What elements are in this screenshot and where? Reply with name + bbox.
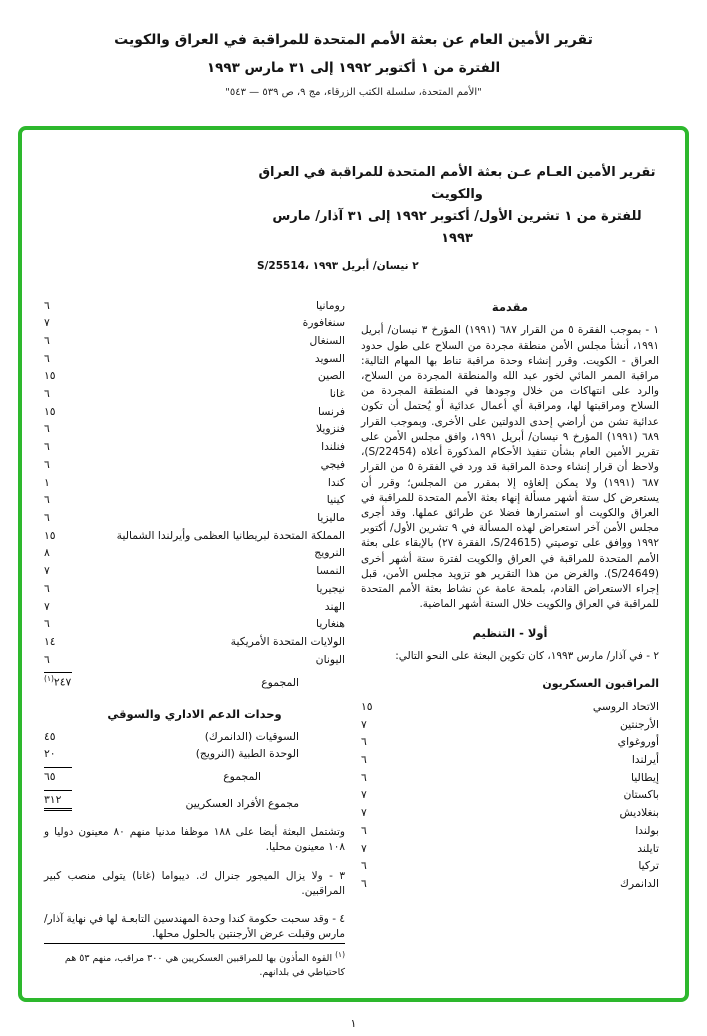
organization-heading: أولا - التنظيم — [472, 625, 548, 640]
column-right — [361, 296, 659, 980]
grand-total-row — [44, 789, 345, 813]
country-name: المملكة المتحدة لبريطانيا العظمى وأيرلندا الشمالية — [116, 528, 345, 542]
country-name: النرويج — [314, 546, 345, 560]
observer-row — [44, 438, 345, 456]
observer-row — [44, 367, 345, 385]
observer-count: ٦ — [44, 387, 50, 401]
observer-row — [44, 314, 345, 332]
document-heading — [44, 162, 659, 272]
observer-count: ٨ — [44, 546, 50, 560]
observer-row — [44, 349, 345, 367]
observer-count: ١٥ — [44, 369, 56, 383]
country-name: بنغلاديش — [619, 806, 659, 820]
country-name: النمسا — [316, 564, 345, 578]
observer-row — [361, 839, 659, 857]
observer-count: ١٥ — [44, 528, 56, 542]
observers-total-row — [44, 671, 345, 691]
document-title-line1: تقرير الأمين العـام عـن بعثة الأمم المتحدة للمراقبة في العراق والكويت — [258, 165, 656, 203]
observer-row — [44, 420, 345, 438]
observer-row — [44, 332, 345, 350]
observer-row — [361, 857, 659, 875]
observers-list-part2 — [44, 296, 345, 668]
document-reference — [257, 260, 657, 272]
observers-total — [44, 672, 72, 690]
report-period: الفترة من ١ أكتوبر ١٩٩٢ إلى ٣١ مارس ١٩٩٣ — [206, 60, 501, 76]
observer-row — [361, 733, 659, 751]
observer-row — [44, 650, 345, 668]
footnote-marker: (١) — [335, 949, 345, 959]
composition-paragraph: ٢ - في آذار/ مارس ١٩٩٣، كان تكوين البعثة على النحو التالي: — [395, 649, 659, 662]
country-name: إيطاليا — [631, 770, 659, 784]
country-name: نيجيريا — [316, 581, 345, 595]
grand-total-value: ٣١٢ — [44, 790, 72, 811]
observer-row — [361, 822, 659, 840]
support-units-list — [44, 727, 345, 762]
observer-row — [361, 804, 659, 822]
observer-row — [44, 597, 345, 615]
intro-heading: مقدمة — [491, 300, 529, 315]
document-symbol: S/25514، — [257, 260, 309, 273]
country-name: تركيا — [638, 859, 659, 873]
observer-row — [44, 456, 345, 474]
country-name: فيجي — [320, 457, 345, 471]
support-unit-row — [44, 745, 345, 763]
country-name: اليونان — [315, 652, 345, 666]
footnote-ref-marker: (١) — [44, 674, 54, 684]
country-name: بولندا — [635, 823, 659, 837]
observer-row — [44, 509, 345, 527]
observer-count: ٧ — [361, 717, 367, 731]
country-name: السنغال — [309, 333, 345, 347]
intro-paragraph: ١ - بموجب الفقرة ٥ من القرار ٦٨٧ (١٩٩١) المؤرخ ٣ نيسان/ أبريل ١٩٩١، أنشأ مجلس الأمن منطقة مجردة من السلاح على طول حدود العراق - الكويت. وقرر إنشاء وحدة مراقبة تناط بها المهام التالية: مراقبة الممر المائي لخور عبد الله والمنطقة المجردة من السلاح، والرد على انتهاكات من خلال وجودها في المنطقة المجردة من السلاح ومراقبتها لها، ومراقبة أي أعمال عدائية أو يُحتمل أن تكون عدائية تشن من أراضي إحدى الدولتين على الأخرى. وبموجب القرار ٦٨٩ (١٩٩١) المؤرخ ٩ نيسان/ أبريل ١٩٩١، وافق مجلس الأمن على تقرير الأمين العام بشأن تنفيذ الأحكام المذكورة أعلاه (S/22454)، ولاحظ أن قرار إنشاء وحدة المراقبة قد ورد في الفقرة ٥ من القرار ٦٨٧ (١٩٩١) ولا يمكن إلغاؤه إلا بمقرر من المجلس؛ وقرر أن يستعرض كل ستة أشهر مسألة إنهاء بعثة الأمم المتحدة للمراقبة في العراق والكويت أو استمرارها فضلا عن طرائق عملها. وقد أجرى مجلس الأمن آخر استعراض لهذه المسألة في ٩ تشرين الأول/ أكتوبر ١٩٩٢ ووافق على توصيتي (S/24615، الفقرة ٢٧) بالإبقاء على بعثة الأمم المتحدة للمراقبة في العراق والكويت لفترة ستة أشهر أخرى (S/24649). والغرض من هذا التقرير هو تزويد مجلس الأمن، قبل إجراء الاستعراض القادم، بلمحة عامة عن نشاط بعثة الأمم المتحدة للمراقبة في العراق والكويت خلال الستة أشهر الماضية. — [361, 324, 659, 611]
observers-list-part1 — [361, 698, 659, 893]
two-column-body — [44, 296, 659, 980]
observer-row — [361, 769, 659, 787]
support-units-section — [44, 703, 345, 812]
unit-count: ٤٥ — [44, 729, 56, 743]
observer-count: ٦ — [44, 298, 50, 312]
observer-count: ٦ — [44, 457, 50, 471]
country-name: باكستان — [623, 788, 659, 802]
country-name: ماليزيا — [317, 511, 345, 524]
observer-count: ١٥ — [44, 404, 56, 418]
footnote — [44, 943, 345, 981]
country-name: السويد — [314, 351, 345, 365]
observer-count: ٦ — [44, 493, 50, 507]
country-name: هنغاريا — [316, 617, 345, 631]
country-name: أوروغواي — [617, 735, 659, 749]
country-name: فنزويلا — [315, 422, 345, 436]
canada-withdrawal-paragraph: ٤ - وقد سحبت حكومة كندا وحدة المهندسين التابعـة لها في نهاية آذار/ مارس وقبلت عرض الأرجنتين بالحلول محلها. — [44, 913, 345, 941]
support-unit-row — [44, 727, 345, 745]
report-title: تقرير الأمين العام عن بعثة الأمم المتحدة للمراقبة في العراق والكويت — [114, 32, 593, 48]
observer-count: ٦ — [361, 735, 367, 749]
country-name: تايلند — [637, 841, 659, 855]
observers-total-label: المجموع — [261, 675, 299, 689]
country-name: سنغافورة — [302, 316, 345, 330]
country-name: كينيا — [326, 493, 345, 507]
unit-name: السوقيات (الدانمرك) — [204, 729, 299, 743]
observer-row — [361, 715, 659, 733]
observer-count: ٦ — [44, 351, 50, 365]
document-frame — [18, 126, 689, 1002]
observer-count: ٦ — [44, 440, 50, 454]
observer-count: ١٥ — [361, 699, 373, 713]
unit-name: الوحدة الطبية (النرويج) — [195, 747, 299, 761]
observer-count: ١٤ — [44, 634, 56, 648]
observer-row — [44, 562, 345, 580]
observer-count: ٦ — [361, 823, 367, 837]
observers-total-value: ٢٤٧ — [53, 675, 72, 689]
observer-row — [44, 403, 345, 421]
country-name: أيرلندا — [631, 753, 659, 767]
observer-count: ٧ — [44, 316, 50, 330]
observer-count: ٦ — [361, 770, 367, 784]
observer-row — [44, 473, 345, 491]
observer-row — [44, 385, 345, 403]
observer-row — [44, 296, 345, 314]
observer-row — [44, 633, 345, 651]
observer-row — [44, 527, 345, 545]
observer-count: ٧ — [44, 599, 50, 613]
observer-row — [361, 698, 659, 716]
observer-count: ١ — [44, 475, 50, 489]
observers-heading: المراقبون العسكريون — [542, 676, 659, 690]
country-name: الأرجنتين — [619, 717, 659, 731]
chief-observer-paragraph: ٣ - ولا يزال الميجور جنرال ك. ديبواما (غانا) يتولى منصب كبير المراقبين. — [44, 869, 345, 897]
observer-count: ٦ — [44, 581, 50, 595]
observer-count: ٦ — [44, 422, 50, 436]
country-name: الهند — [324, 599, 345, 613]
observer-count: ٦ — [44, 652, 50, 666]
page-header — [0, 0, 707, 98]
observer-row — [44, 580, 345, 598]
observer-count: ٧ — [361, 841, 367, 855]
document-title-line2: للفترة من ١ تشرين الأول/ أكتوبر ١٩٩٢ إلى ٣١ آذار/ مارس ١٩٩٣ — [272, 209, 642, 247]
observer-count: ٦ — [361, 859, 367, 873]
observer-row — [44, 544, 345, 562]
support-total-label: المجموع — [223, 770, 261, 784]
observer-count: ٦ — [44, 511, 50, 524]
observer-row — [44, 491, 345, 509]
observer-count: ٦ — [44, 333, 50, 347]
support-total-value: ٦٥ — [44, 767, 72, 784]
country-name: رومانيا — [315, 298, 345, 312]
country-name: غانا — [329, 387, 345, 401]
observer-count: ٧ — [361, 788, 367, 802]
observer-count: ٧ — [361, 806, 367, 820]
civilian-staff-paragraph: وتشتمل البعثة أيضا على ١٨٨ موظفا مدنيا منهم ٨٠ معينون دوليا و ١٠٨ معينون محليا. — [44, 826, 345, 854]
country-name: الاتحاد الروسي — [592, 699, 659, 713]
country-name: الدانمرك — [619, 876, 659, 890]
grand-total-label: مجموع الأفراد العسكريين — [185, 796, 299, 810]
observer-count: ٦ — [44, 617, 50, 631]
country-name: فنلندا — [321, 440, 345, 454]
support-heading: وحدات الدعم الاداري والسوقي — [107, 707, 282, 722]
footnote-text: القوة المأذون بها للمراقبين العسكريين هي ٣٠٠ مراقب، منهم ٥٣ هم كاحتياطي في بلدانهم. — [64, 952, 345, 978]
observer-row — [361, 875, 659, 893]
observer-row — [361, 786, 659, 804]
country-name: فرنسا — [317, 404, 345, 418]
support-total-row — [44, 766, 345, 786]
source-note: "الأمم المتحدة، سلسلة الكتب الزرقاء، مج ٩، ص ٥٣٩ — ٥٤٣" — [225, 87, 482, 98]
unit-count: ٢٠ — [44, 747, 56, 761]
country-name: كندا — [327, 475, 345, 489]
observer-row — [44, 615, 345, 633]
page-number: ١ — [350, 1017, 357, 1030]
observer-count: ٦ — [361, 876, 367, 890]
document-date: ٢ نيسان/ أبريل ١٩٩٣ — [312, 260, 419, 273]
country-name: الصين — [317, 369, 345, 383]
country-name: الولايات المتحدة الأمريكية — [230, 634, 345, 648]
observer-count: ٧ — [44, 564, 50, 578]
column-left — [44, 296, 345, 980]
observer-count: ٦ — [361, 753, 367, 767]
observer-row — [361, 751, 659, 769]
